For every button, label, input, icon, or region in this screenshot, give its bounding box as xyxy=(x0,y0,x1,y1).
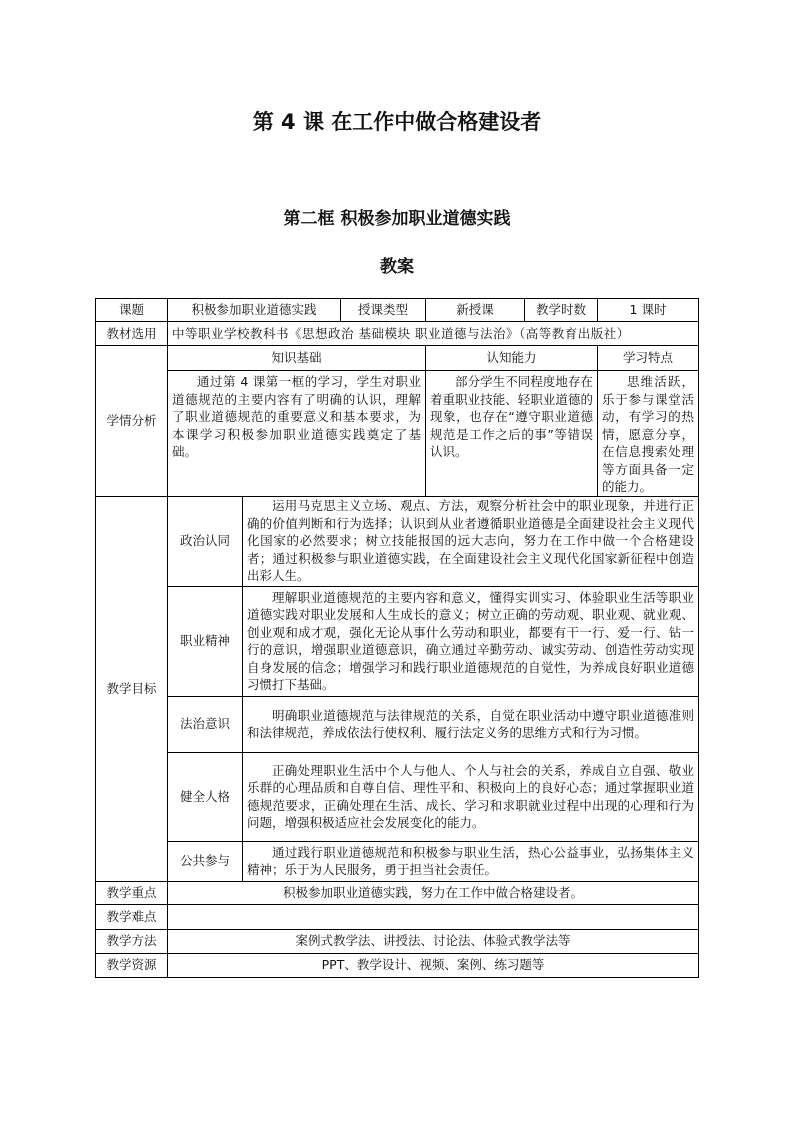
analysis-content-row xyxy=(96,371,699,497)
focus-row xyxy=(96,881,699,904)
goal-name: 政治认同 xyxy=(168,496,243,586)
textbook-row xyxy=(96,322,699,346)
section-subtitle: 第二框 积极参加职业道德实践 xyxy=(283,209,511,229)
focus-label: 教学重点 xyxy=(96,881,168,904)
type-value: 新授课 xyxy=(426,299,525,322)
goal-name: 法治意识 xyxy=(168,696,243,752)
goal-name: 职业精神 xyxy=(168,586,243,696)
knowledge-text: 通过第 4 课第一框的学习，学生对职业道德规范的主要内容有了明确的认识，理解了职业道德规范的重要意义和基本要求，为本课学习积极参加职业道德实践奠定了基础。 xyxy=(168,371,426,497)
goal-name: 健全人格 xyxy=(168,752,243,841)
lesson-plan-table xyxy=(95,298,699,978)
difficulty-value xyxy=(168,904,699,929)
goal-text: 正确处理职业生活中个人与他人、个人与社会的关系，养成自立自强、敬业乐群的心理品质和自尊自信、理性平和、积极向上的良好心态；通过掌握职业道德规范要求，正确处理在生活、成长、学习和求职就业过程中出现的心理和行为问题，增强积极适应社会发展变化的能力。 xyxy=(243,752,699,841)
goal-text: 通过践行职业道德规范和积极参与职业生活，热心公益事业，弘扬集体主义精神；乐于为人民服务，勇于担当社会责任。 xyxy=(243,841,699,881)
traits-header: 学习特点 xyxy=(598,346,699,371)
difficulty-row xyxy=(96,904,699,929)
knowledge-header: 知识基础 xyxy=(168,346,426,371)
resource-value: PPT、教学设计、视频、案例、练习题等 xyxy=(168,953,699,977)
type-label: 授课类型 xyxy=(341,299,426,322)
goal-row xyxy=(96,841,699,881)
resource-label: 教学资源 xyxy=(96,953,168,977)
goal-row xyxy=(96,586,699,696)
cognition-header: 认知能力 xyxy=(426,346,598,371)
textbook-value: 中等职业学校教科书《思想政治 基础模块 职业道德与法治》（高等教育出版社） xyxy=(168,322,699,346)
hours-label: 教学时数 xyxy=(525,299,598,322)
goal-name: 公共参与 xyxy=(168,841,243,881)
course-value: 积极参加职业道德实践 xyxy=(168,299,341,322)
hours-value: 1 课时 xyxy=(598,299,699,322)
goal-text: 明确职业道德规范与法律规范的关系，自觉在职业活动中遵守职业道德准则和法律规范，养成依法行使权利、履行法定义务的思维方式和行为习惯。 xyxy=(243,696,699,752)
cognition-text: 部分学生不同程度地存在着重职业技能、轻职业道德的现象，也存在“遵守职业道德规范是工作之后的事”等错误认识。 xyxy=(426,371,598,497)
goal-row xyxy=(96,496,699,586)
goal-text: 理解职业道德规范的主要内容和意义，懂得实训实习、体验职业生活等职业道德实践对职业发展和人生成长的意义；树立正确的劳动观、职业观、就业观、创业观和成才观，强化无论从事什么劳动和职业，都要有干一行、爱一行、钻一行的意识，增强职业道德意识，确立通过辛勤劳动、诚实劳动、创造性劳动实现自身发展的信念；增强学习和践行职业道德规范的自觉性，为养成良好职业道德习惯打下基础。 xyxy=(243,586,699,696)
method-row xyxy=(96,929,699,953)
goal-row xyxy=(96,752,699,841)
analysis-header-row xyxy=(96,346,699,371)
traits-text: 思维活跃，乐于参与课堂活动，有学习的热情，愿意分享，在信息搜索处理等方面具备一定的能力。 xyxy=(598,371,699,497)
goal-text: 运用马克思主义立场、观点、方法，观察分析社会中的职业现象，并进行正确的价值判断和行为选择；认识到从业者遵循职业道德是全面建设社会主义现代化国家的必然要求；树立技能报国的远大志向，努力在工作中做一个合格建设者；通过积极参与职业道德实践，在全面建设社会主义现代化国家新征程中创造出彩人生。 xyxy=(243,496,699,586)
method-label: 教学方法 xyxy=(96,929,168,953)
method-value: 案例式教学法、讲授法、讨论法、体验式教学法等 xyxy=(168,929,699,953)
focus-value: 积极参加职业道德实践，努力在工作中做合格建设者。 xyxy=(168,881,699,904)
analysis-label: 学情分析 xyxy=(96,346,168,497)
document-type: 教案 xyxy=(380,257,414,277)
goal-row xyxy=(96,696,699,752)
lesson-title: 第 4 课 在工作中做合格建设者 xyxy=(252,110,542,134)
resource-row xyxy=(96,953,699,977)
course-label: 课题 xyxy=(96,299,168,322)
textbook-label: 教材选用 xyxy=(96,322,168,346)
course-row xyxy=(96,299,699,322)
goals-label: 教学目标 xyxy=(96,496,168,881)
difficulty-label: 教学难点 xyxy=(96,904,168,929)
